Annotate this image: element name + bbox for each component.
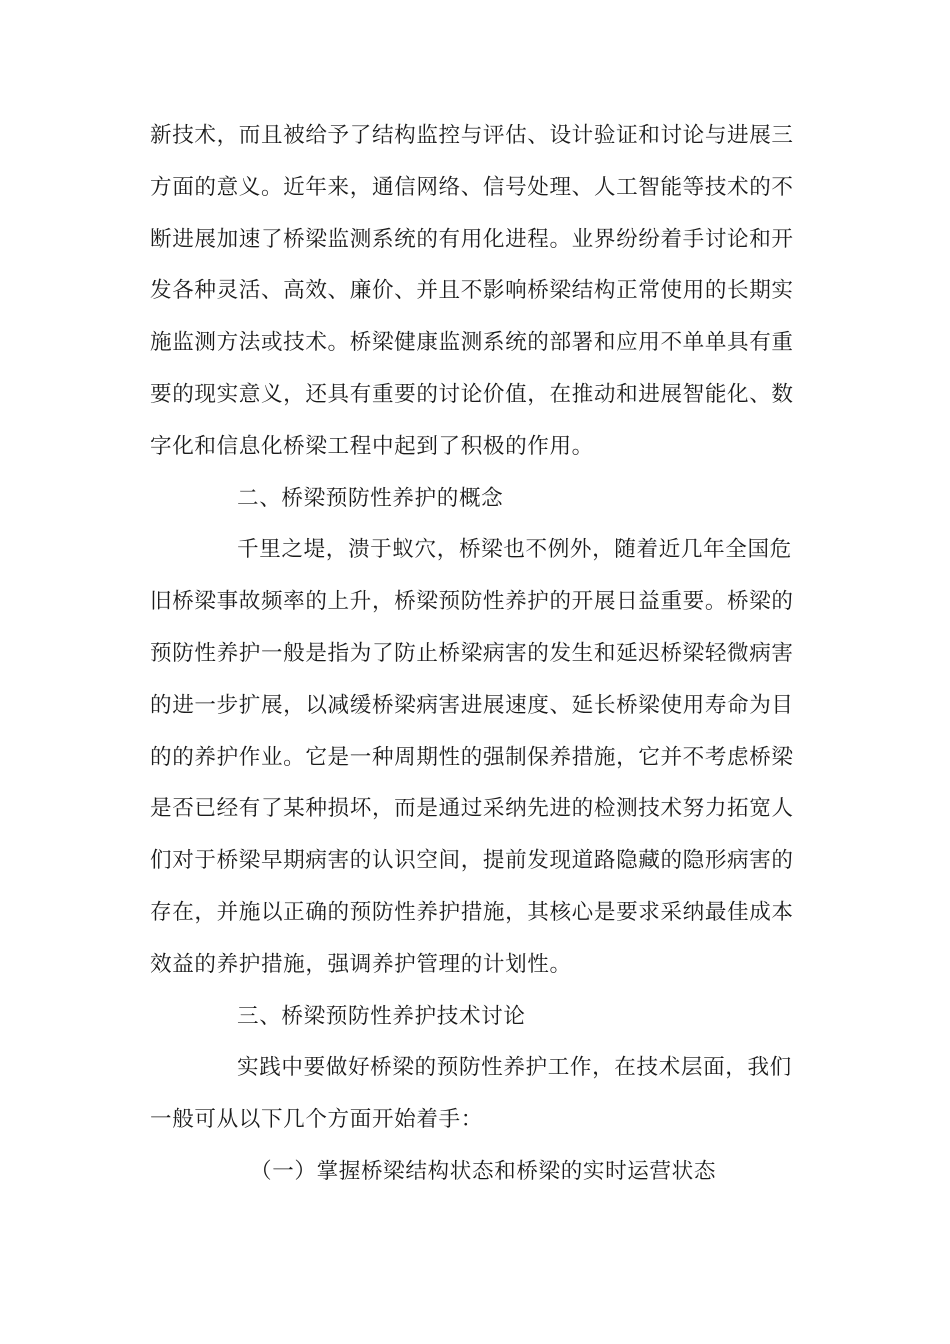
paragraph-line: 存在，并施以正确的预防性养护措施，其核心是要求采纳最佳成本 [150,899,794,925]
paragraph-line: 效益的养护措施，强调养护管理的计划性。 [150,951,572,977]
paragraph-line: 预防性养护一般是指为了防止桥梁病害的发生和延迟桥梁轻微病害 [150,640,794,666]
paragraph-line: 是否已经有了某种损坏，而是通过采纳先进的检测技术努力拓宽人 [150,796,794,822]
section-heading: 三、桥梁预防性养护技术讨论 [237,1003,526,1029]
document-body [150,110,800,1198]
paragraph-line: 要的现实意义，还具有重要的讨论价值，在推动和进展智能化、数 [150,381,794,407]
paragraph-line: 字化和信息化桥梁工程中起到了积极的作用。 [150,433,594,459]
paragraph-line: 一般可从以下几个方面开始着手： [150,1107,483,1133]
paragraph-line: 的进一步扩展，以减缓桥梁病害进展速度、延长桥梁使用寿命为目 [150,692,794,718]
paragraph-line: 施监测方法或技术。桥梁健康监测系统的部署和应用不单单具有重 [150,330,794,356]
paragraph-line: 断进展加速了桥梁监测系统的有用化进程。业界纷纷着手讨论和开 [150,226,794,252]
paragraph-line: 方面的意义。近年来，通信网络、信号处理、人工智能等技术的不 [150,174,794,200]
paragraph-line: 实践中要做好桥梁的预防性养护工作，在技术层面，我们 [237,1055,792,1081]
paragraph-line: 发各种灵活、高效、廉价、并且不影响桥梁结构正常使用的长期实 [150,278,794,304]
subsection-heading: （一）掌握桥梁结构状态和桥梁的实时运营状态 [250,1158,717,1184]
paragraph-line: 们对于桥梁早期病害的认识空间，提前发现道路隐藏的隐形病害的 [150,848,794,874]
paragraph-line: 旧桥梁事故频率的上升，桥梁预防性养护的开展日益重要。桥梁的 [150,589,794,615]
section-heading: 二、桥梁预防性养护的概念 [237,485,504,511]
paragraph-line: 新技术，而且被给予了结构监控与评估、设计验证和讨论与进展三 [150,123,794,148]
paragraph-line: 的的养护作业。它是一种周期性的强制保养措施，它并不考虑桥梁 [150,744,794,770]
paragraph-line: 千里之堤，溃于蚁穴，桥梁也不例外，随着近几年全国危 [237,537,792,563]
